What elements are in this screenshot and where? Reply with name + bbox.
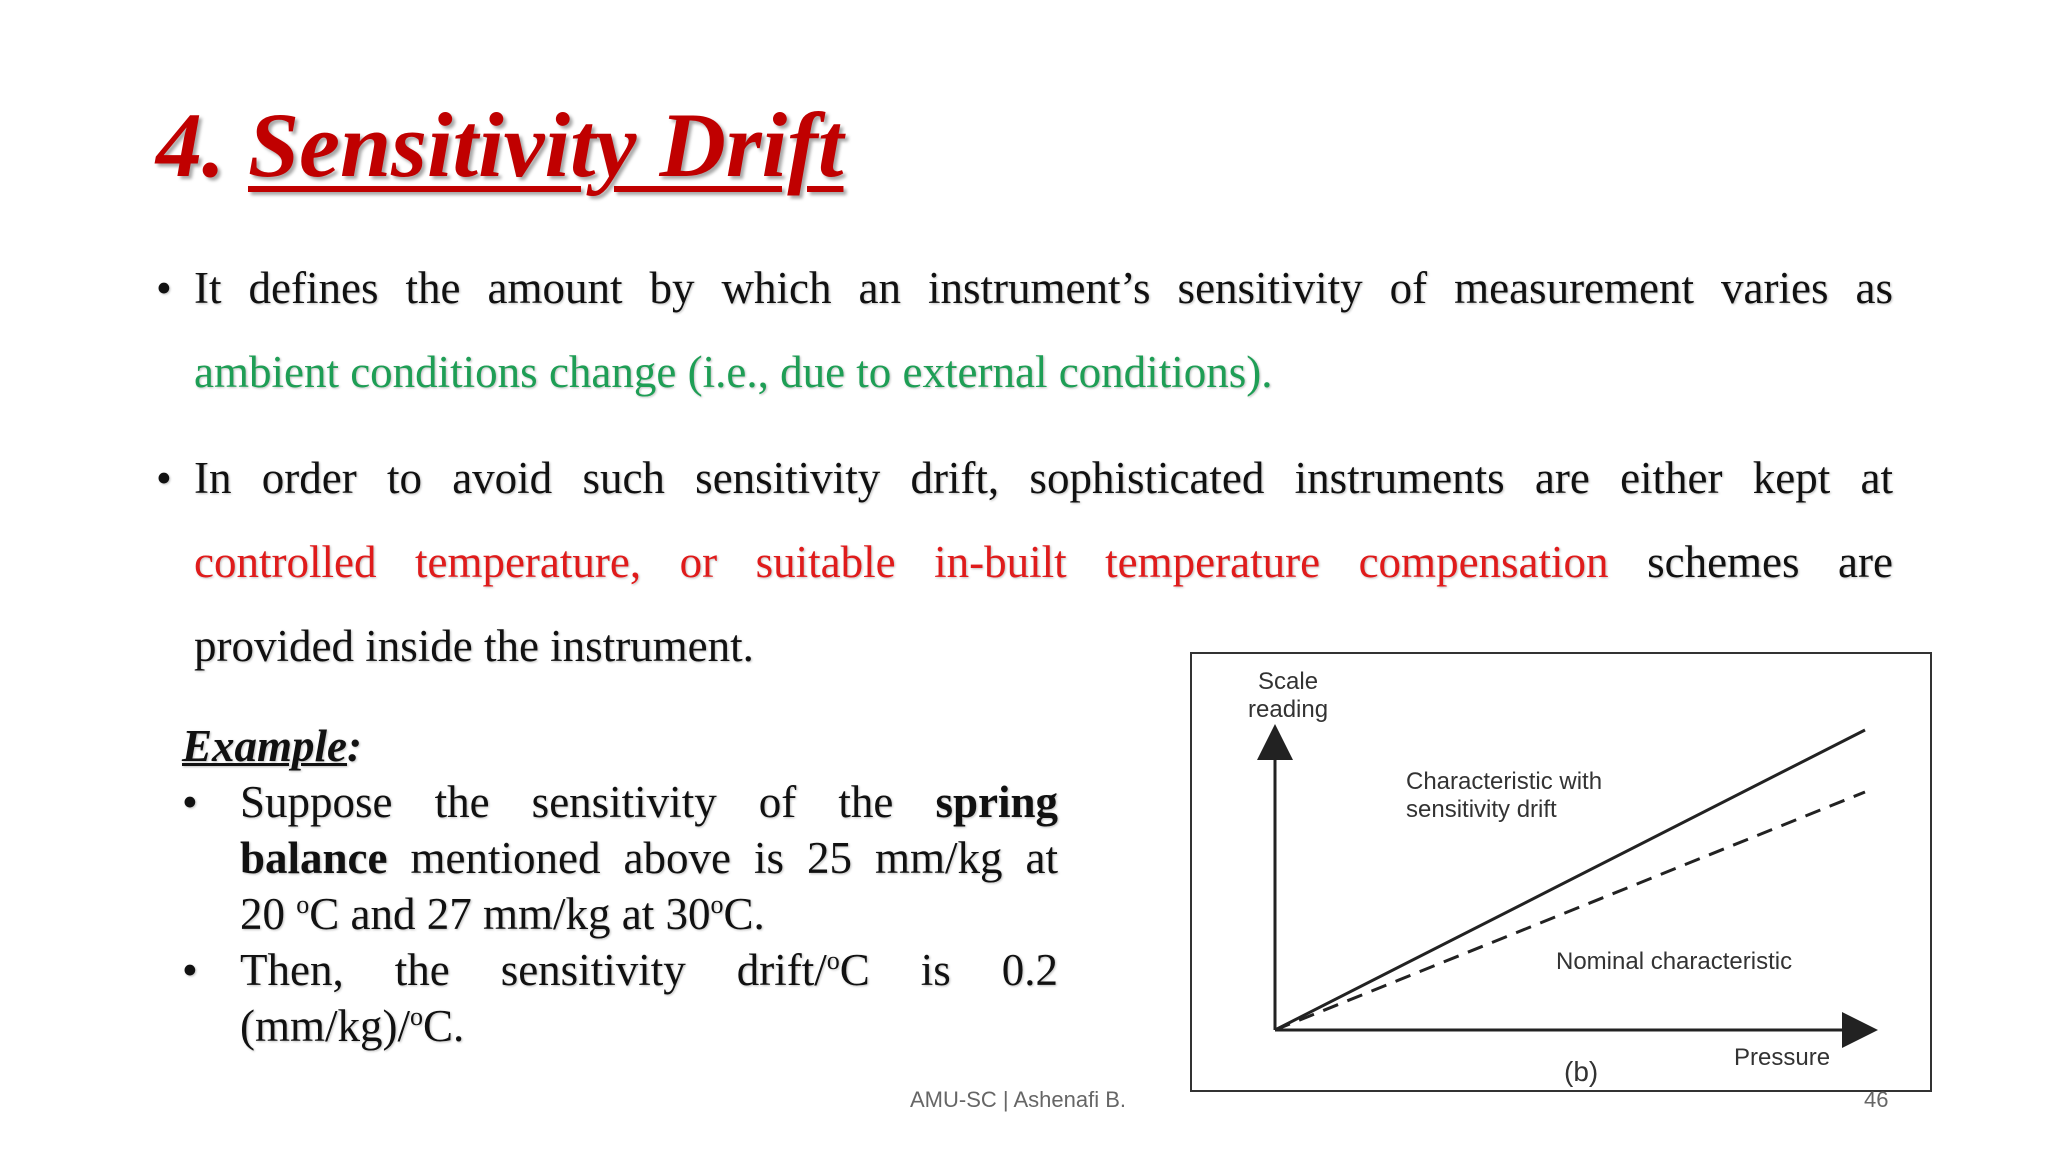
bullet2-line1: In order to avoid such sensitivity drift, sophisticated instruments are either kept at	[194, 453, 1893, 503]
example1-line1: Suppose the sensitivity of the spring	[240, 777, 1059, 827]
bullet2-line2-rest: schemes are	[1647, 537, 1893, 587]
example-item-2	[182, 942, 1058, 1054]
title-number: 4.	[156, 94, 225, 196]
example-block	[182, 718, 1058, 1054]
nominal-characteristic-line	[1275, 792, 1865, 1030]
y-axis-label: Scale reading	[1248, 668, 1329, 723]
x-axis-label: Pressure	[1734, 1044, 1831, 1071]
bullet2-highlight: controlled temperature, or suitable in-built temperature compensation	[194, 537, 1609, 587]
bullet-avoidance	[156, 436, 1893, 688]
example2-line2: (mm/kg)/$^o$C.	[240, 1001, 465, 1051]
example2-line1: Then, the sensitivity drift/$^o$C is 0.2	[240, 945, 1058, 995]
example1-line2: balance mentioned above is 25 mm/kg at	[240, 833, 1058, 883]
page-number: 46	[1864, 1087, 1889, 1112]
example-item-1	[182, 774, 1058, 942]
title-text: Sensitivity Drift	[248, 94, 844, 196]
figure-caption: (b)	[1564, 1056, 1599, 1087]
bullet1-line1: It defines the amount by which an instrument’s sensitivity of measurement varies as	[194, 263, 1893, 313]
bullet1-line2: ambient conditions change (i.e., due to external conditions).	[194, 347, 1273, 397]
drift-label: Characteristic with sensitivity drift	[1406, 768, 1603, 823]
bullet2-line3: provided inside the instrument.	[194, 621, 754, 671]
sensitivity-drift-diagram	[1190, 652, 1932, 1092]
bullet-dot: •	[182, 945, 198, 995]
bullet-dot: •	[182, 777, 198, 827]
footer-text: AMU-SC | Ashenafi B.	[910, 1087, 1127, 1112]
slide-title	[156, 92, 843, 198]
example1-line3: 20 $^o$C and 27 mm/kg at 30$^o$C.	[240, 889, 765, 939]
bullet2-line2	[156, 520, 1893, 604]
nominal-label: Nominal characteristic	[1556, 948, 1793, 975]
bullet-dot: •	[156, 263, 172, 313]
bullet-definition	[156, 246, 1893, 414]
example-heading: Example:	[182, 721, 362, 771]
bullet-dot: •	[156, 453, 172, 503]
